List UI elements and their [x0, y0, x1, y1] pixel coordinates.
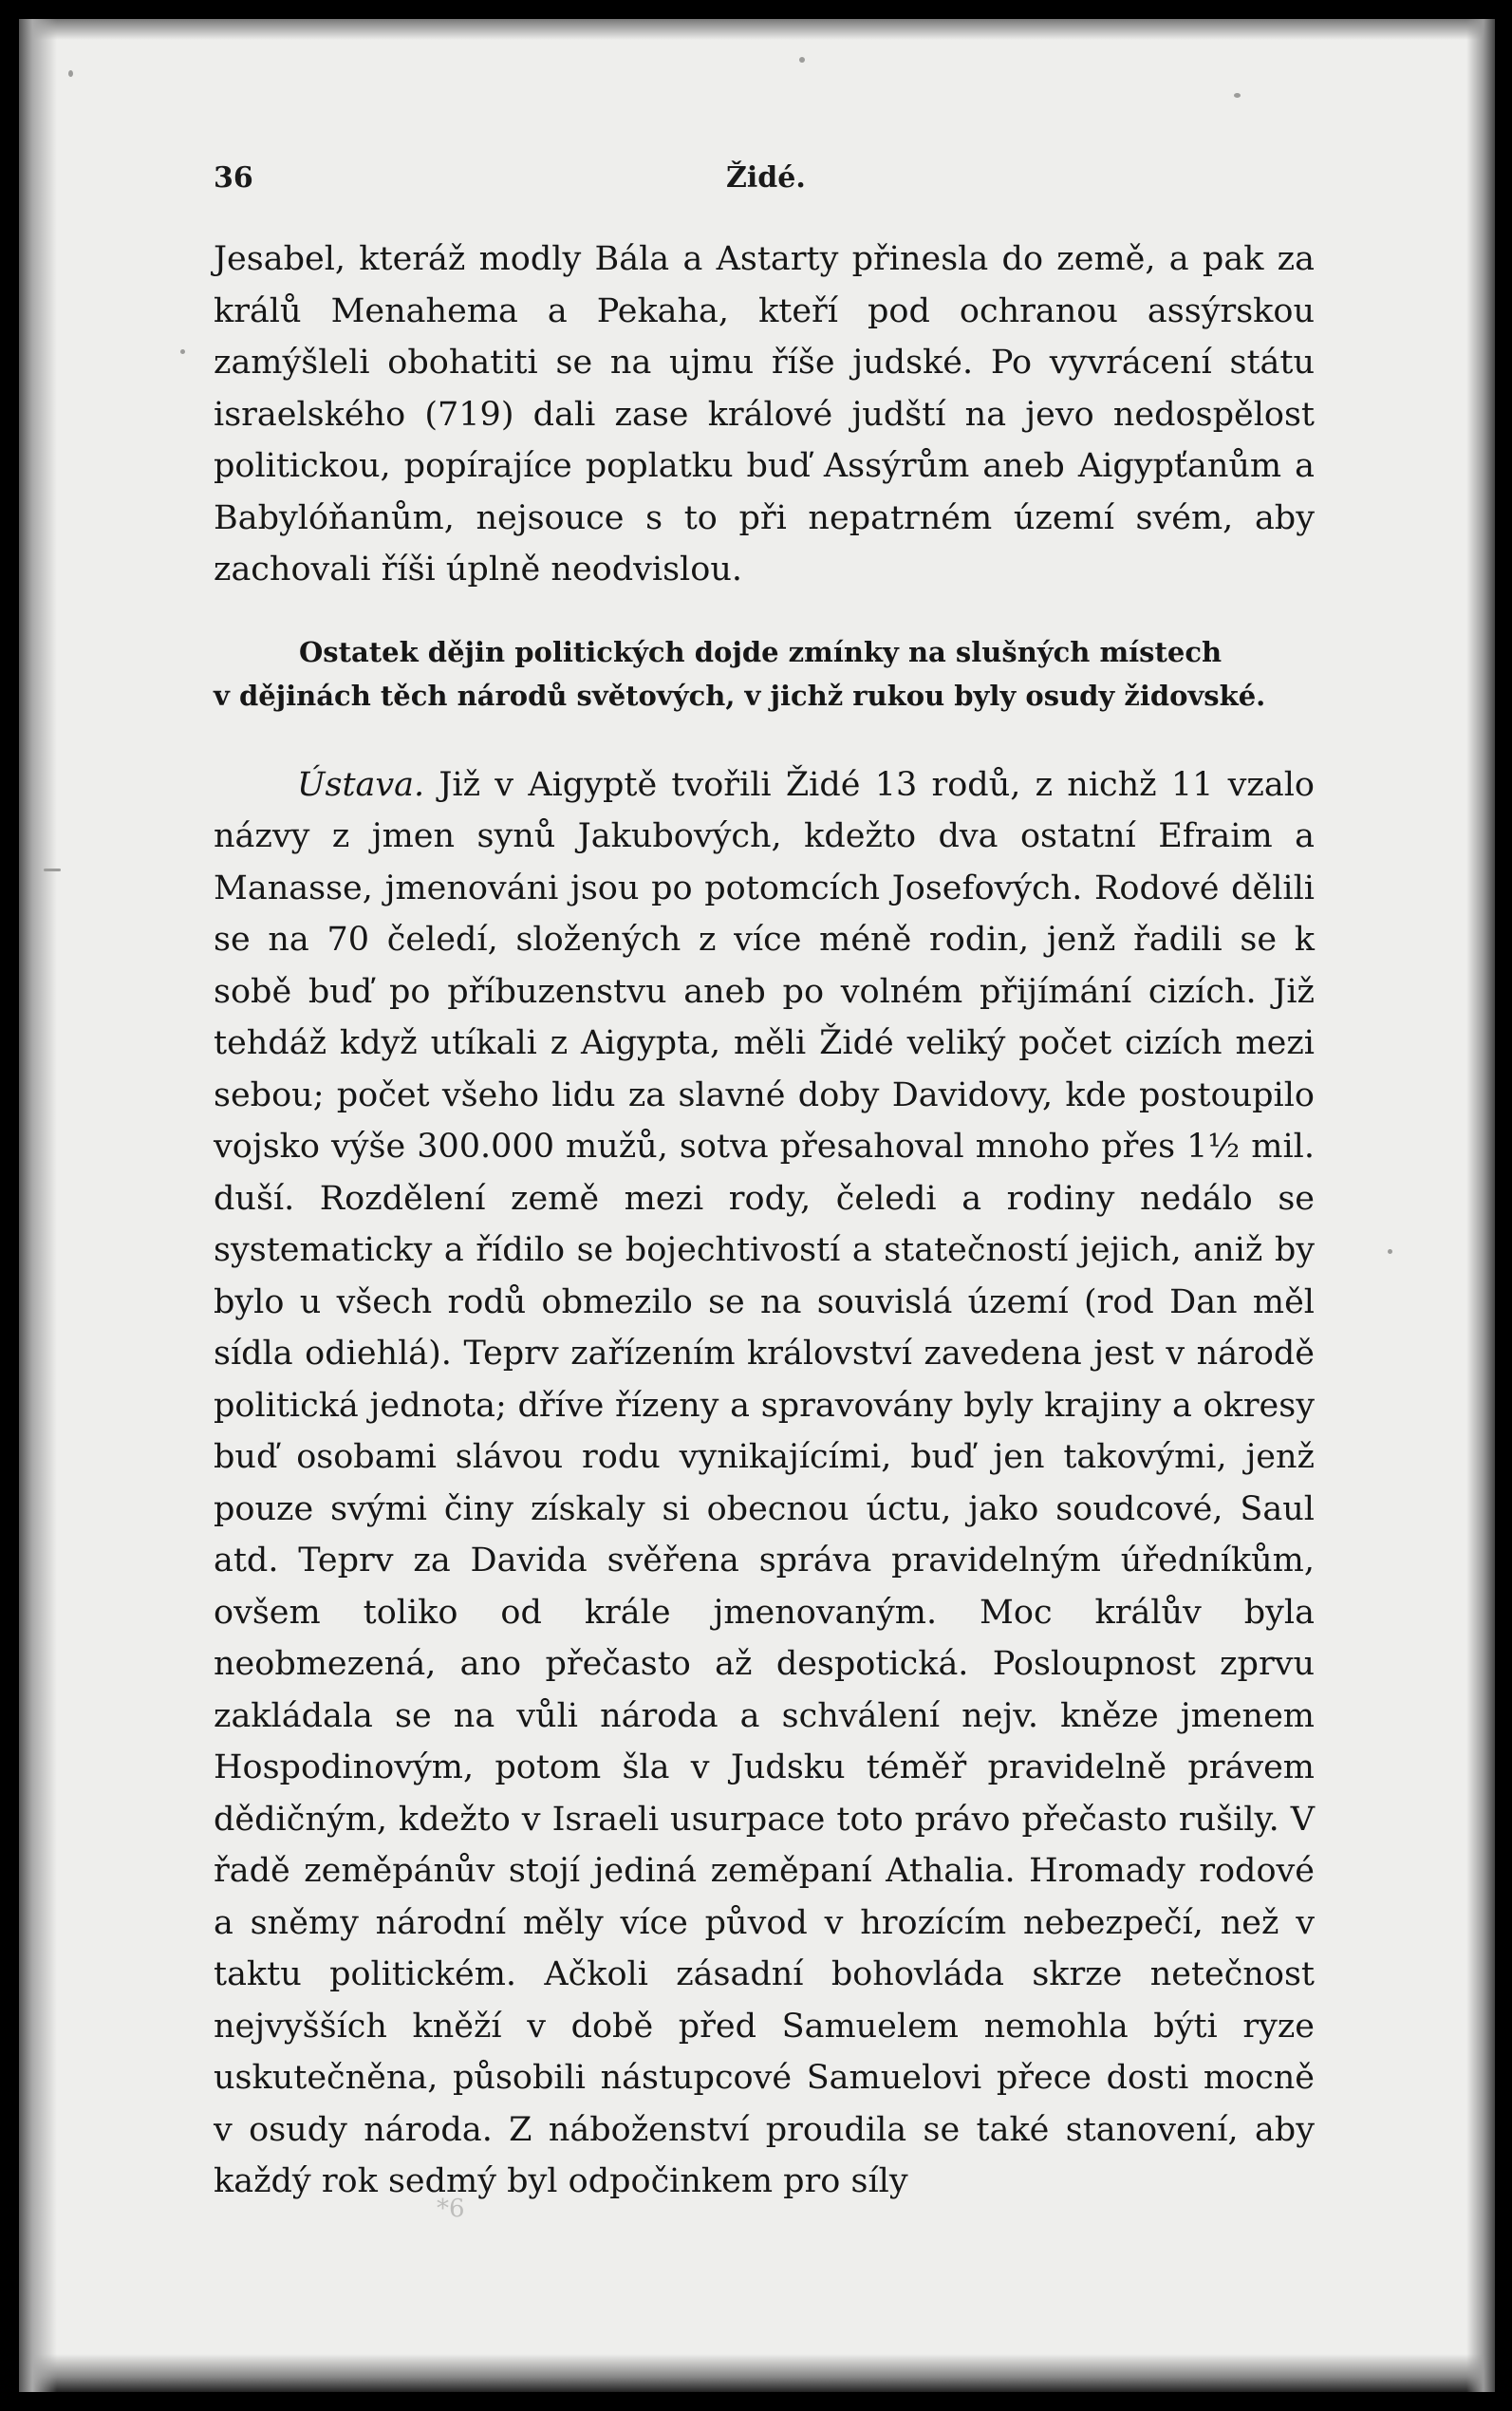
paragraph-small-print	[214, 630, 1315, 718]
scan-speck	[180, 349, 185, 354]
scan-speck	[44, 869, 61, 871]
small-print-line-1: Ostatek dějin politických dojde zmínky na slušných místech	[299, 635, 1223, 668]
scan-speck	[799, 57, 805, 63]
paragraph-continuation: Jesabel, kteráž modly Bála a Astarty přinesla do země, a pak za králů Menahema a Pekaha, kteří pod ochranou assýrskou zamýšleli obohatiti se na ujmu říše judské. Po vyvrácení státu israelského (719) dali zase králové judští na jevo nedospělost politickou, popírajíce poplatku buď Assýrům aneb Aigypťanům a Babylóňanům, nejsouce s to při nepatrném území svém, aby zachovali říši úplně neodvislou.	[214, 240, 1315, 589]
scan-speck	[68, 70, 73, 77]
body-text	[214, 234, 1315, 2208]
page-header	[214, 161, 1315, 199]
scan-edge-top	[19, 19, 1495, 40]
paragraph-ustava	[214, 759, 1315, 2208]
scan-edge-left	[19, 19, 57, 2392]
signature-mark: *6	[437, 2195, 465, 2223]
small-print-line-2: v dějinách těch národů světových, v jichž rukou byly osudy židovské.	[214, 679, 1266, 712]
paragraph-ustava-text: Již v Aigyptě tvořili Židé 13 rodů, z nichž 11 vzalo názvy z jmen synů Jakubových, kdežto dva ostatní Efraim a Manasse, jmenováni jsou po potomcích Josefových. Rodové dělili se na 70 čeledí, složených z více méně rodin, jenž řadili se k sobě buď po příbuzenstvu aneb po volném přijímání cizích. Již tehdáž když utíkali z Aigypta, měli Židé veliký počet cizích mezi sebou; počet všeho lidu za slavné doby Davidovy, kde postoupilo vojsko výše 300.000 mužů, sotva přesahoval mnoho přes 1½ mil. duší. Rozdělení země mezi rody, čeledi a rodiny nedálo se systematicky a řídilo se bojechtivostí a statečností jejich, aniž by bylo u všech rodů obmezilo se na souvislá území (rod Dan měl sídla odiehlá). Teprv zařízením království zavedena jest v národě politická jednota; dříve řízeny a spravovány byly krajiny a okresy buď osobami slávou rodu vynikajícími, buď jen takovými, jenž pouze svými činy získaly si obecnou úctu, jako soudcové, Saul atd. Teprv za Davida svěřena správa pravidelným úředníkům, ovšem toliko od krále jmenovaným. Moc králův byla neobmezená, ano přečasto až despotická. Posloupnost zprvu zakládala se na vůli národa a schválení nejv. kněze jmenem Hospodinovým, potom šla v Judsku téměř pravidelně právem dědičným, kdežto v Israeli usurpace toto právo přečasto rušily. V řadě zeměpánův stojí jediná zeměpaní Athalia. Hromady rodové a sněmy národní měly více původ v hrozícím nebezpečí, než v taktu politickém. Ačkoli zásadní bohovláda skrze netečnost nejvyšších kněží v době před Samuelem nemohla býti ryze uskutečněna, působili nástupcové Samuelovi přece dosti mocně v osudy národa. Z náboženství proudila se také stanovení, aby každý rok sedmý byl odpočinkem pro síly	[214, 765, 1315, 2200]
scan-speck	[1234, 93, 1241, 98]
running-head: Židé.	[726, 161, 806, 195]
scan-speck	[1388, 1249, 1392, 1254]
scan-edge-right	[1466, 19, 1495, 2392]
section-title: Ústava.	[297, 765, 425, 804]
scanned-page	[19, 19, 1495, 2392]
scan-edge-bottom	[19, 2354, 1495, 2392]
page-number: 36	[214, 161, 253, 195]
